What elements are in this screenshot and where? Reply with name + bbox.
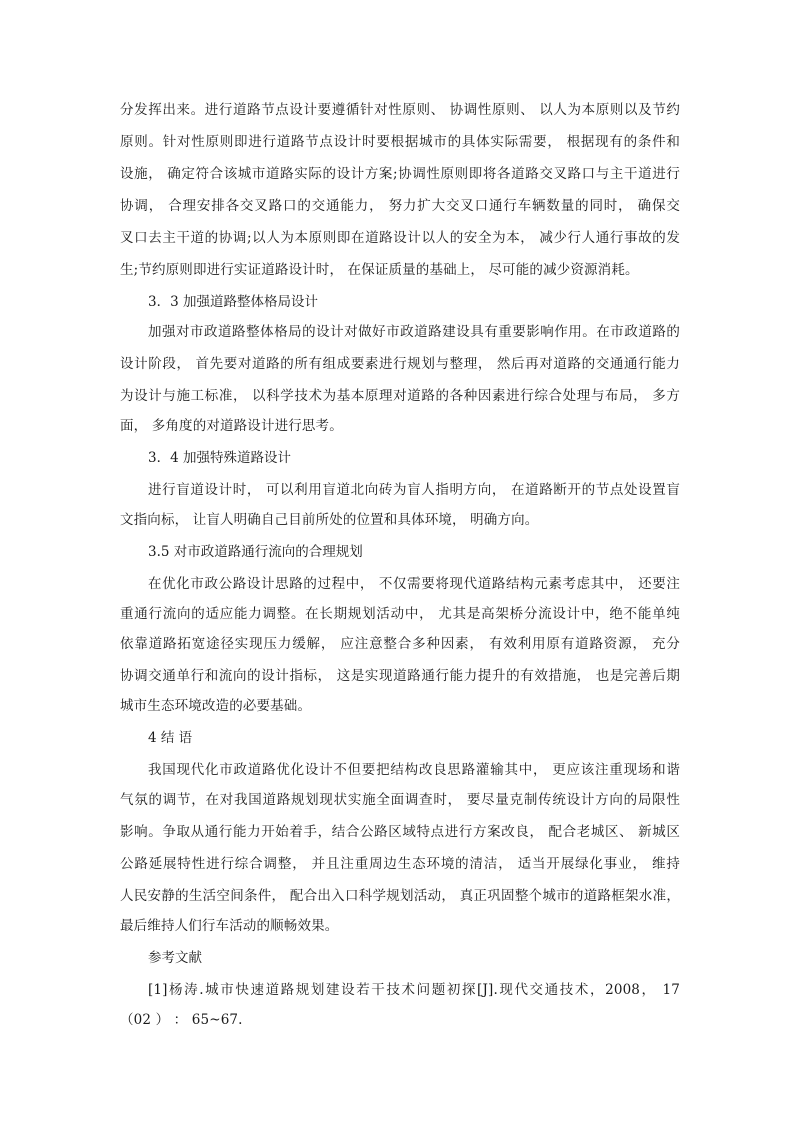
paragraph-line: 最后维持人们行车活动的顺畅效果。	[120, 918, 339, 934]
reference-item-continued: （02 ） ： 65~67.	[120, 1012, 243, 1028]
paragraph-line: 协调， 合理安排各交叉路口的交通能力， 努力扩大交叉口通行车辆数量的同时， 确保交	[120, 198, 680, 214]
paragraph-line: 进行盲道设计时， 可以利用盲道北向砖为盲人指明方向， 在道路断开的节点处设置盲	[148, 482, 680, 498]
references-heading: 参考文献	[148, 950, 202, 966]
paragraph-line: 我国现代化市政道路优化设计不但要把结构改良思路灌输其中， 更应该注重现场和谐	[148, 762, 680, 778]
paragraph-line: 设计阶段， 首先要对道路的所有组成要素进行规划与整理， 然后再对道路的交通通行能力	[120, 356, 680, 372]
paragraph-line: 重通行流向的适应能力调整。在长期规划活动中， 尤其是高架桥分流设计中，绝不能单纯	[120, 606, 680, 622]
paragraph-line: 为设计与施工标准， 以科学技术为基本原理对道路的各种因素进行综合处理与布局， 多方	[120, 388, 680, 404]
section-heading-4: 4 结 语	[148, 730, 193, 746]
paragraph-line: 原则。针对性原则即进行道路节点设计时要根据城市的具体实际需要， 根据现有的条件和	[120, 134, 680, 150]
reference-item: [1]杨涛.城市快速道路规划建设若干技术问题初探[J].现代交通技术，2008， 17	[148, 982, 680, 998]
paragraph-line: 人民安静的生活空间条件， 配合出入口科学规划活动， 真正巩固整个城市的道路框架水准，	[120, 888, 680, 904]
section-heading-3-4: 3．4 加强特殊道路设计	[148, 450, 291, 466]
paragraph-line: 依靠道路拓宽途径实现压力缓解， 应注意整合多种因素， 有效利用原有道路资源， 充分	[120, 636, 680, 652]
paragraph-line: 协调交通单行和流向的设计指标， 这是实现道路通行能力提升的有效措施， 也是完善后期	[120, 668, 680, 684]
paragraph-line: 分发挥出来。进行道路节点设计要遵循针对性原则、 协调性原则、 以人为本原则以及节约	[120, 102, 680, 118]
paragraph-line: 设施， 确定符合该城市道路实际的设计方案;协调性原则即将各道路交叉路口与主干道进行	[120, 166, 680, 182]
paragraph-line: 公路延展特性进行综合调整， 并且注重周边生态环境的清洁， 适当开展绿化事业， 维持	[120, 856, 680, 872]
paragraph-line: 城市生态环境改造的必要基础。	[120, 698, 312, 714]
paragraph-line: 叉口去主干道的协调;以人为本原则即在道路设计以人的安全为本， 减少行人通行事故的发	[120, 230, 680, 246]
section-heading-3-5: 3.5 对市政道路通行流向的合理规划	[148, 544, 363, 560]
paragraph-line: 在优化市政公路设计思路的过程中， 不仅需要将现代道路结构元素考虑其中， 还要注	[148, 576, 680, 592]
paragraph-line: 影响。争取从通行能力开始着手，结合公路区域特点进行方案改良， 配合老城区、 新城区	[120, 824, 680, 840]
section-heading-3-3: 3．3 加强道路整体格局设计	[148, 294, 318, 310]
paragraph-line: 加强对市政道路整体格局的设计对做好市政道路建设具有重要影响作用。在市政道路的	[148, 324, 680, 340]
paragraph-line: 生;节约原则即进行实证道路设计时， 在保证质量的基础上， 尽可能的减少资源消耗。	[120, 262, 639, 278]
paragraph-line: 气氛的调节，在对我国道路规划现状实施全面调查时， 要尽量克制传统设计方向的局限性	[120, 792, 680, 808]
paragraph-line: 文指向标， 让盲人明确自己目前所处的位置和具体环境， 明确方向。	[120, 512, 539, 528]
paragraph-line: 面， 多角度的对道路设计进行思考。	[120, 418, 343, 434]
